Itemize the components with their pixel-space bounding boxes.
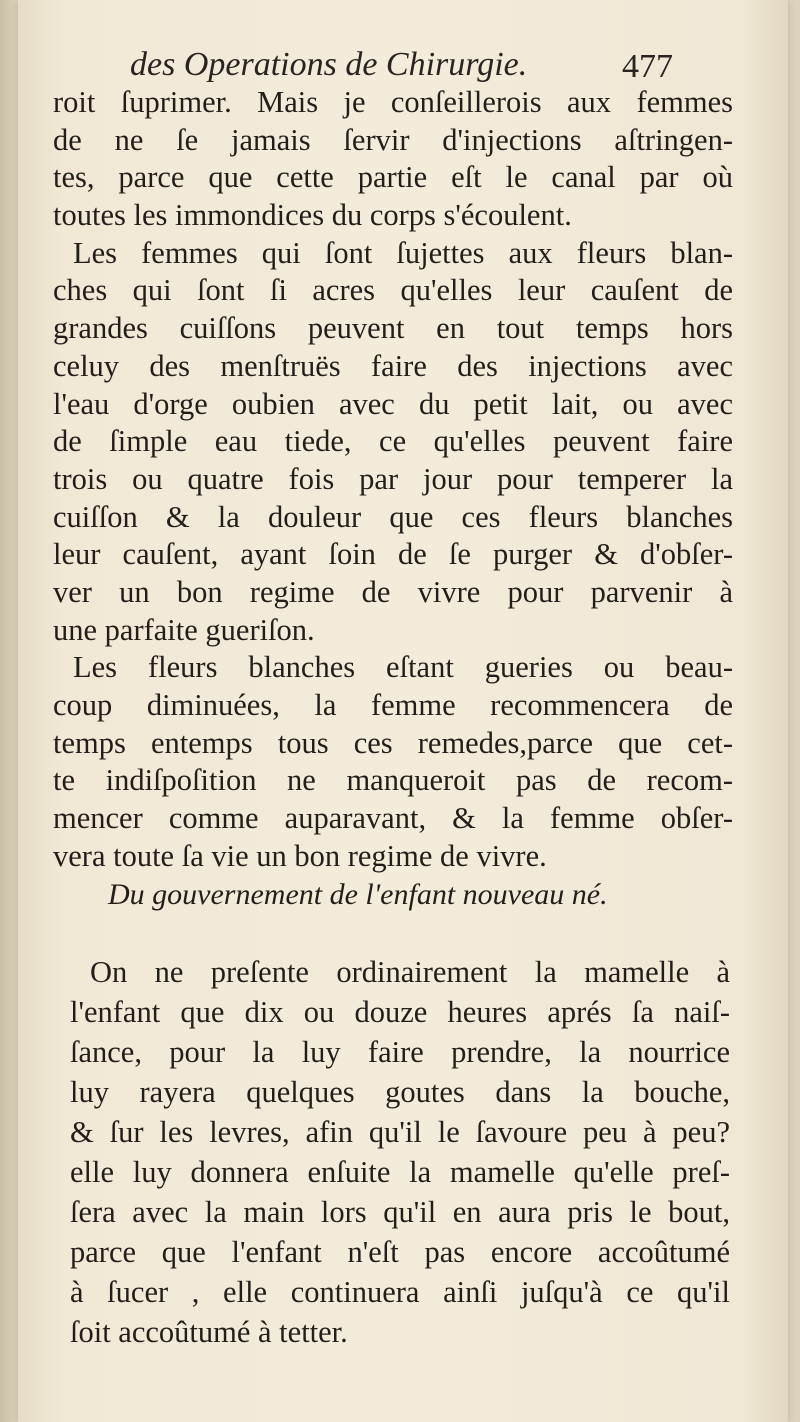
page-header [18,40,788,90]
text-line: ver un bon regime de vivre pour parvenir à [53,574,733,609]
text-line: grandes cuiſſons peuvent en tout temps hors [53,311,733,346]
text-line: ches qui ſont ſi acres qu'elles leur cauſent de [53,273,733,308]
text-line: toutes les immondices du corps s'écoulent. [53,198,572,233]
text-line: une parfaite gueriſon. [53,612,315,647]
book-gutter [0,0,18,1422]
page-number: 477 [622,48,673,85]
text-line: à ſucer , elle continuera ainſi juſqu'à ce qu'il [70,1275,730,1309]
text-line: l'eau d'orge oubien avec du petit lait, ou avec [53,386,733,421]
text-line: roit ſuprimer. Mais je conſeillerois aux femmes [53,85,733,119]
text-line: coup diminuées, la femme recommencera de [53,688,733,722]
text-line: Les fleurs blanches eſtant gueries ou beau- [73,650,733,685]
text-line: & ſur les levres, afin qu'il le ſavoure peu à peu? [70,1115,730,1149]
text-line: tes, parce que cette partie eſt le canal par où [53,160,733,195]
text-line: te indiſpoſition ne manqueroit pas de recom- [53,763,733,798]
running-title: des Operations de Chirurgie. [130,46,528,83]
text-line: Les femmes qui ſont ſujettes aux fleurs blan- [73,235,733,270]
text-line: de ſimple eau tiede, ce qu'elles peuvent faire [53,424,733,459]
text-line: vera toute ſa vie un bon regime de vivre. [53,838,547,873]
text-line: de ne ſe jamais ſervir d'injections aſtringen- [53,122,733,157]
text-line: cuiſſon & la douleur que ces fleurs blanches [53,499,733,534]
section-heading: Du gouvernement de l'enfant nouveau né. [108,878,608,911]
book-page [18,0,788,1422]
text-line: leur cauſent, ayant ſoin de ſe purger & d'obſer- [53,537,733,572]
text-line: ſance, pour la luy faire prendre, la nourrice [70,1035,730,1069]
text-line: parce que l'enfant n'eſt pas encore accoûtumé [70,1235,730,1269]
text-line: luy rayera quelques goutes dans la bouche, [70,1075,730,1109]
text-line: ſoit accoûtumé à tetter. [70,1315,348,1349]
text-line: mencer comme auparavant, & la femme obſer- [53,801,733,836]
section-body-text [70,952,730,1352]
text-line: celuy des menſtruës faire des injections avec [53,348,733,383]
text-line: l'enfant que dix ou douze heures aprés ſa naiſ- [70,995,730,1029]
text-line: ſera avec la main lors qu'il en aura pris le bout, [70,1195,730,1229]
text-line: trois ou quatre fois par jour pour temperer la [53,461,733,496]
body-text [53,84,733,875]
text-line: On ne preſente ordinairement la mamelle à [90,955,730,989]
text-line: elle luy donnera enſuite la mamelle qu'elle preſ- [70,1155,730,1189]
text-line: temps entemps tous ces remedes,parce que cet- [53,725,733,760]
